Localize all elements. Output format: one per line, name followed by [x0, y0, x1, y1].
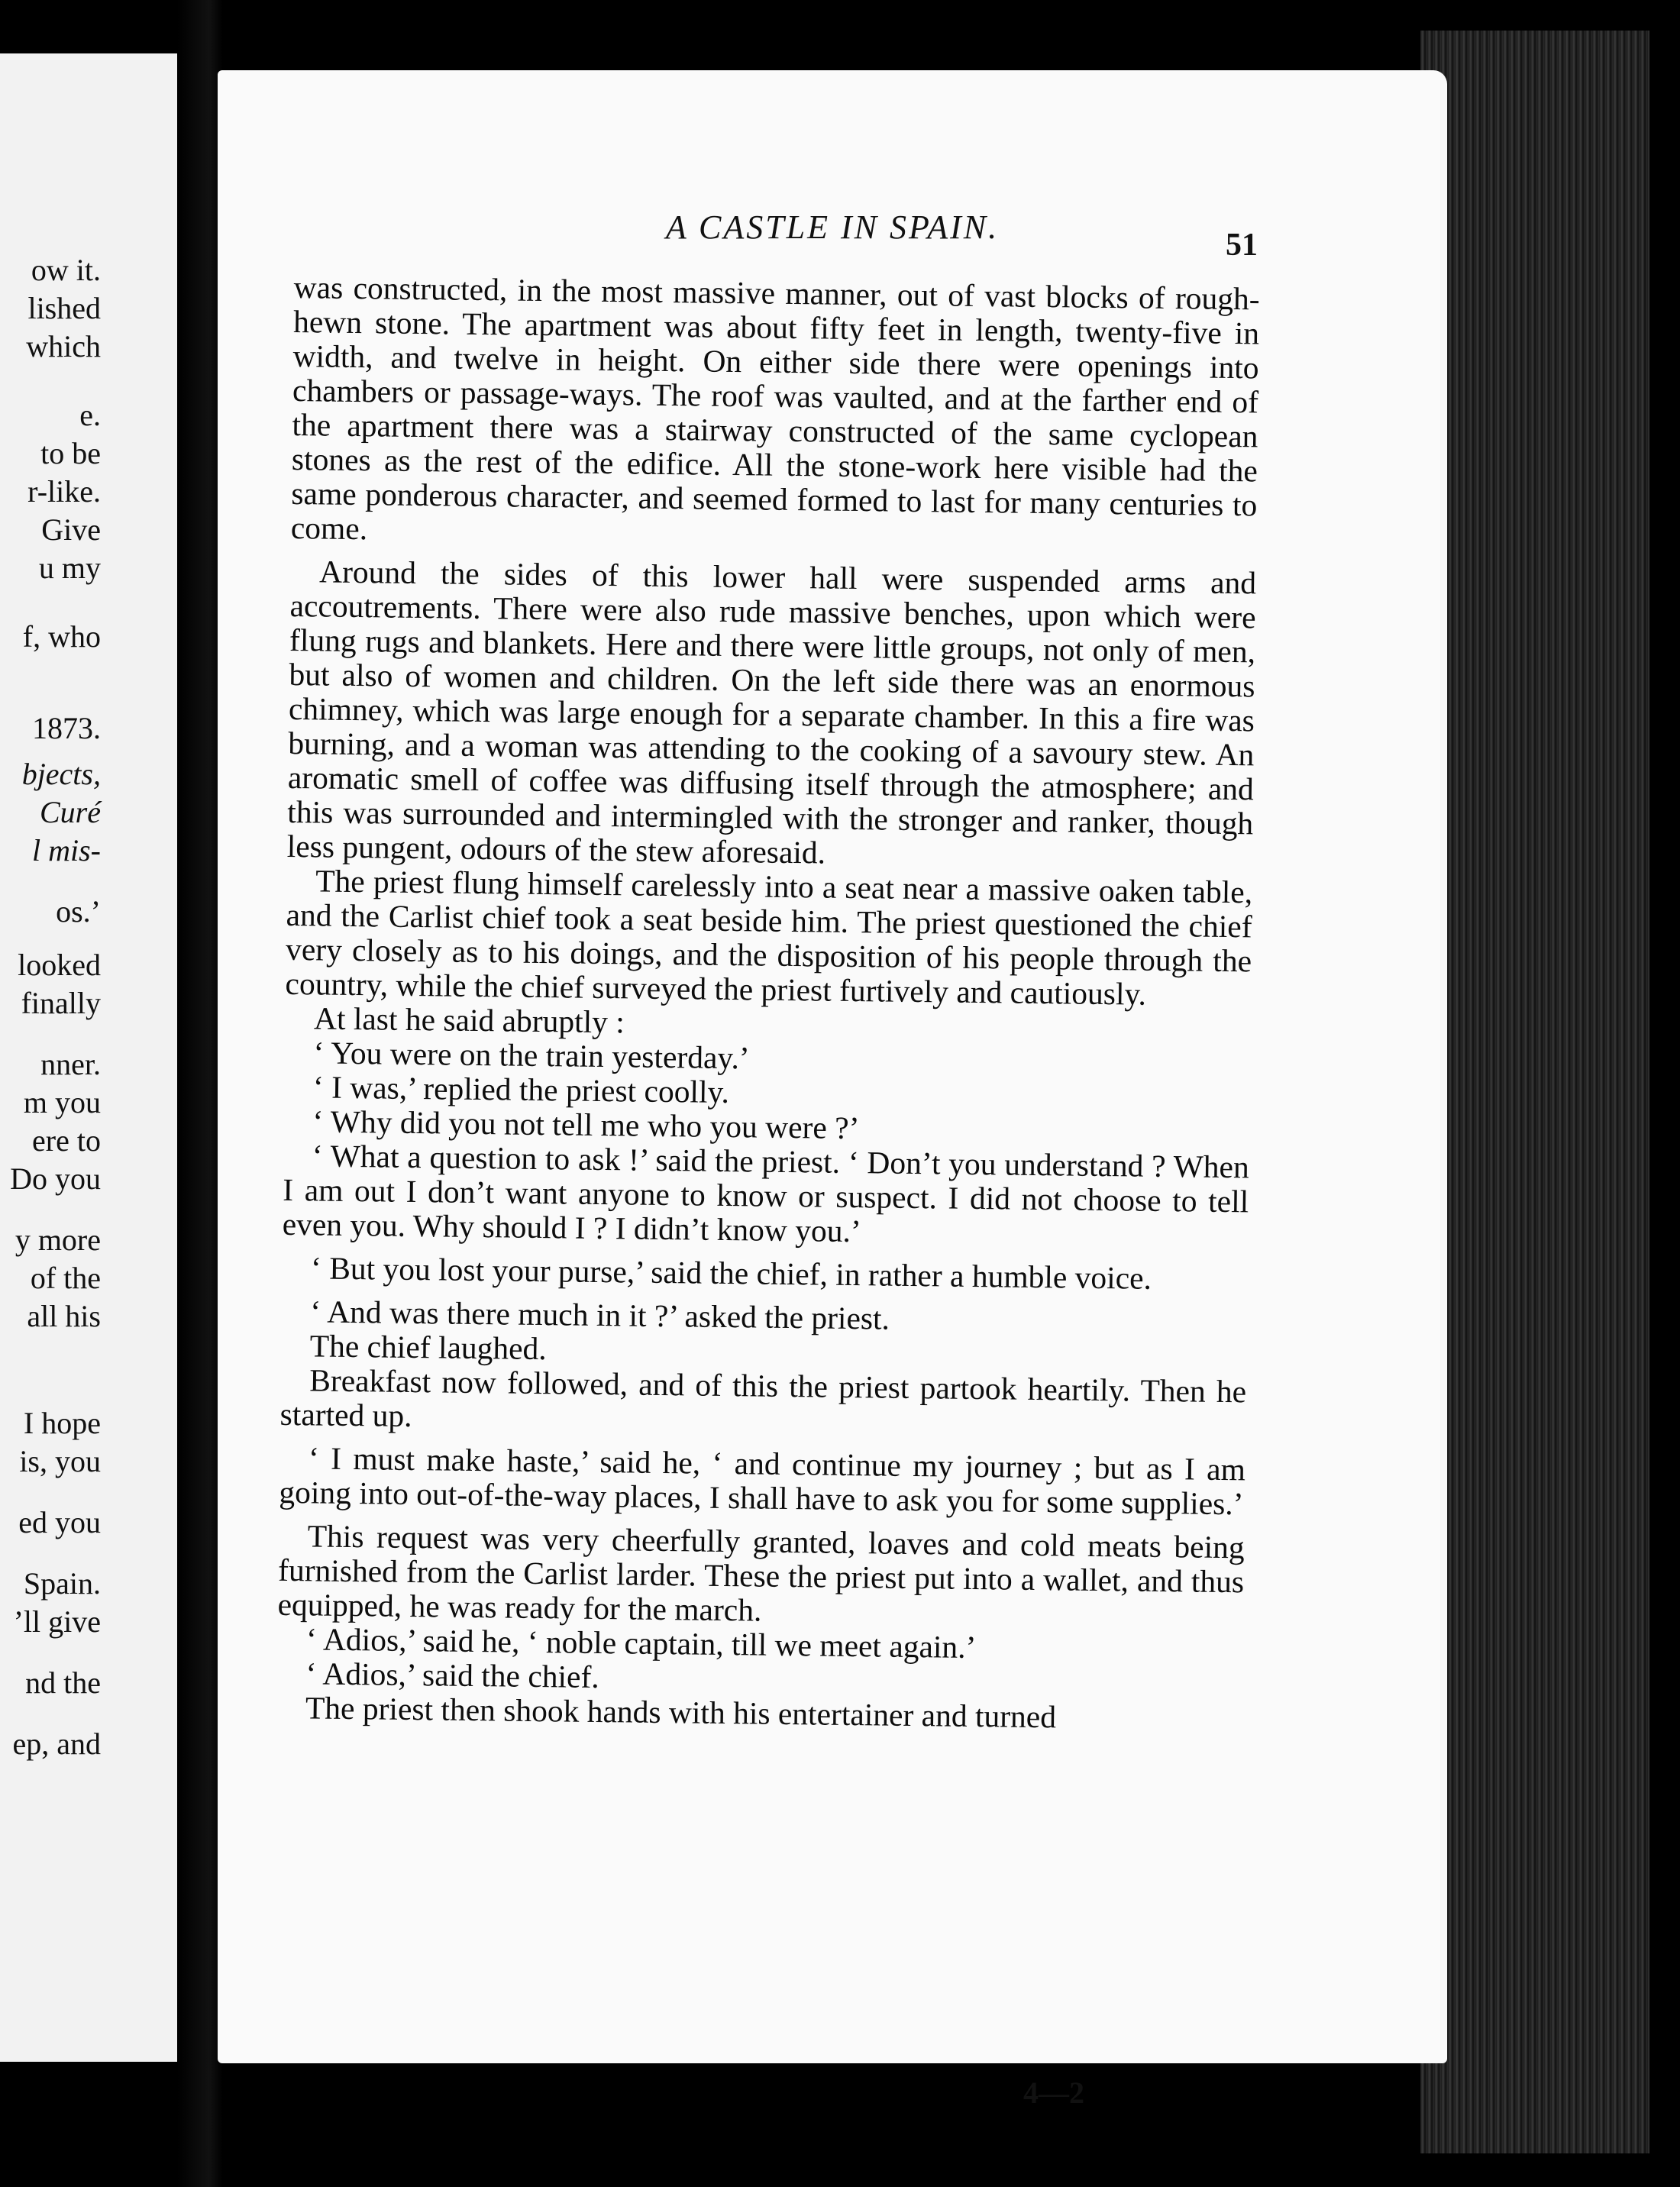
left-page-fragment: m you	[23, 1085, 101, 1119]
page-number: 51	[1226, 228, 1258, 263]
paragraph: This request was very cheerfully granted, loaves and cold meats being furnished from the Carlist larder. These the priest put into a wallet, and thus equipped, he was ready for the march.	[277, 1518, 1245, 1628]
left-page-fragment: Give	[41, 512, 101, 547]
left-page-fragment: Curé	[40, 795, 101, 829]
paragraph: The priest then shook hands with his entertainer and turned	[305, 1690, 1057, 1735]
left-page-fragment: nner.	[40, 1047, 101, 1081]
left-page-fragment: which	[26, 329, 101, 363]
paragraph: ‘ I must make haste,’ said he, ‘ and continue my journey ; but as I am going into out-of-the-way places, I shall have to ask you for some supplies.’	[279, 1440, 1246, 1522]
book-page	[218, 70, 1447, 2110]
left-page-fragment: r-like.	[27, 474, 101, 509]
left-page-fragment: ere to	[32, 1123, 101, 1158]
left-page-fragment: looked	[18, 948, 101, 982]
paragraph: At last he said abruptly :	[313, 1000, 625, 1040]
left-page-fragment: to be	[40, 436, 101, 470]
left-page-fragment: ow it.	[31, 253, 101, 287]
left-page-fragment: lished	[27, 291, 101, 325]
left-page-fragment: 1873.	[32, 711, 101, 745]
left-page-fragment: all his	[27, 1299, 101, 1333]
paragraph: ‘ You were on the train yesterday.’	[313, 1035, 750, 1076]
left-page-fragment: Spain.	[23, 1566, 101, 1601]
running-head: A CASTLE IN SPAIN.	[665, 208, 1000, 246]
left-page-fragment: ed you	[18, 1505, 101, 1539]
paragraph: Around the sides of this lower hall were suspended arms and accoutrements. There were also rude massive benches, upon which were flung rugs and blankets. Here and there were little groups, not only of men, but also of women and children. On the left side there was an enormous chimney, which was large enough for a separate chamber. In this a fire was burning, and a woman was attending to the cooking of a savoury stew. An aromatic smell of coffee was diffusing itself through the atmosphere; and this was surrounded and intermingled with the stronger and ranker, though less pungent, odours of the stew aforesaid.	[286, 554, 1257, 871]
paragraph: ‘ And was there much in it ?’ asked the priest.	[310, 1294, 890, 1336]
left-page-fragment: f, who	[22, 619, 101, 654]
book-gutter	[177, 0, 223, 2187]
paragraph: was constructed, in the most massive manner, out of vast blocks of rough-hewn stone. The apartment was about fifty feet in length, twenty-five in width, and twelve in height. On either side there were openings into chambers or passage-ways. The roof was vaulted, and at the farther end of the apartment there was a stairway constructed of the same cyclopean stones as the rest of the edifice. All the stone-work here visible had the same ponderous character, and seemed formed to last for many centuries to come.	[290, 270, 1260, 547]
paragraph: The chief laughed.	[309, 1328, 548, 1367]
paragraph: ‘ I was,’ replied the priest coolly.	[312, 1069, 730, 1110]
left-page-fragment: u my	[38, 551, 101, 585]
left-page-fragment: finally	[21, 986, 101, 1020]
left-page-fragment: of the	[30, 1261, 101, 1295]
left-page-fragment: I hope	[23, 1406, 101, 1440]
paragraph: ‘ Adios,’ said he, ‘ noble captain, till we meet again.’	[305, 1621, 977, 1665]
body-text	[276, 270, 1260, 1736]
paragraph: ‘ Adios,’ said the chief.	[305, 1656, 599, 1695]
page-edges	[1420, 31, 1649, 2153]
signature-mark: 4—2	[1023, 2076, 1084, 2110]
paragraph: ‘ But you lost your purse,’ said the chief, in rather a humble voice.	[310, 1250, 1152, 1296]
left-page-fragment: ’ll give	[13, 1604, 101, 1639]
paragraph: ‘ What a question to ask !’ said the priest. ‘ Don’t you understand ? When I am out I don’t want anyone to know or suspect. I did not choose to tell even you. Why should I ? I didn’t know you.’	[282, 1138, 1250, 1249]
left-page-fragment: bjects,	[21, 757, 101, 791]
left-page-fragment: l mis-	[32, 833, 101, 867]
left-page-fragment: nd the	[25, 1665, 101, 1700]
left-page-fragment: y more	[15, 1223, 101, 1257]
left-page-fragment: os.’	[56, 894, 101, 929]
left-page-fragment: ep, and	[12, 1727, 101, 1761]
paragraph: The priest flung himself carelessly into a seat near a massive oaken table, and the Carlist chief took a seat beside him. The priest questioned the chief very closely as to his doings, and the disposition of his people through the country, while the chief surveyed the priest furtively and cautiously.	[285, 863, 1253, 1012]
left-page-fragment: is, you	[19, 1444, 101, 1478]
paragraph: ‘ Why did you not tell me who you were ?’	[312, 1103, 860, 1146]
paragraph: Breakfast now followed, and of this the priest partook heartily. Then he started up.	[279, 1362, 1247, 1433]
left-page-fragment: e.	[79, 398, 101, 432]
left-page-fragment: Do you	[10, 1161, 101, 1196]
left-facing-page	[0, 53, 177, 2062]
